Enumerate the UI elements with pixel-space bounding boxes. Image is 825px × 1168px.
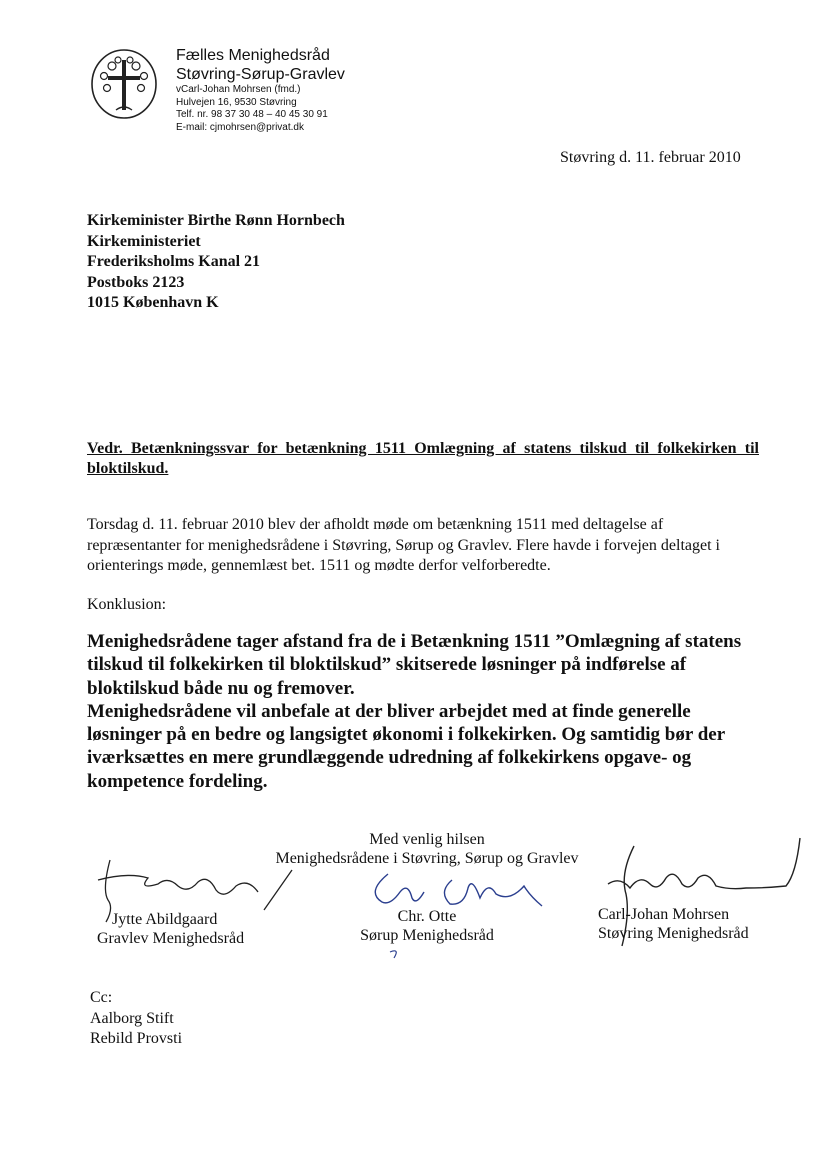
- conclusion-text: [87, 630, 759, 793]
- recipient-line: Kirkeminister Birthe Rønn Hornbech: [87, 212, 345, 229]
- conclusion-label: Konklusion:: [87, 596, 167, 613]
- conclusion-paragraph: Menighedsrådene vil anbefale at der bliver arbejdet med at finde generelle løsninger på en bedre og langsigtet økonomi i folkekirken. Og samtidig bør der iværksættes en mere grundlæggende udredning af folkekirkens opgave- og kompetence fordeling.: [87, 700, 725, 792]
- contact-chair: vCarl-Johan Mohrsen (fmd.): [176, 84, 301, 95]
- intro-paragraph: Torsdag d. 11. februar 2010 blev der afholdt møde om betænkning 1511 med deltagelse af repræsentanter for menighedsrådene i Støvring, Sørup og Gravlev. Flere havde i forvejen deltaget i orienterings møde, gennemlæst bet. 1511 og mødte derfor velforberedte.: [87, 516, 720, 574]
- recipient-line: Postboks 2123: [87, 273, 185, 291]
- letter-date: Støvring d. 11. februar 2010: [560, 149, 741, 166]
- signatory-council: Støvring Menighedsråd: [598, 925, 749, 942]
- cc-label: Cc:: [90, 989, 113, 1006]
- recipient-line: Frederiksholms Kanal 21: [87, 253, 261, 270]
- signatory-name: Carl-Johan Mohrsen: [598, 906, 730, 923]
- recipient-line: 1015 København K: [87, 294, 219, 311]
- council-logo: [90, 48, 158, 120]
- signatory-stovring: [598, 905, 749, 943]
- signatory-gravlev: [97, 910, 244, 948]
- recipient-address: [87, 211, 345, 314]
- closing-councils: Menighedsrådene i Støvring, Sørup og Gravlev: [275, 850, 579, 867]
- contact-address: Hulvejen 16, 9530 Støvring: [176, 96, 297, 108]
- signatory-name: Jytte Abildgaard: [112, 911, 218, 928]
- org-parishes: Støvring-Sørup-Gravlev: [176, 66, 345, 83]
- cc-block: [90, 988, 182, 1050]
- signatory-name: Chr. Otte: [397, 908, 457, 925]
- cc-recipient: Rebild Provsti: [90, 1030, 183, 1047]
- conclusion-paragraph: Menighedsrådene tager afstand fra de i Betænkning 1511 ”Omlægning af statens tilskud til folkekirken til bloktilskud” skitserede løsninger på indførelse af bloktilskud både nu og fremover.: [87, 631, 742, 699]
- subject-line: Vedr. Betænkningssvar for betænkning 1511 Omlægning af statens tilskud til folkekirken til bloktilskud.: [87, 440, 759, 477]
- cc-recipient: Aalborg Stift: [90, 1009, 174, 1027]
- signature-scribble-3: [590, 834, 805, 964]
- org-header: [176, 46, 345, 134]
- contact-email: E-mail: cjmohrsen@privat.dk: [176, 121, 304, 133]
- signatory-council: Gravlev Menighedsråd: [97, 930, 245, 947]
- org-name: Fælles Menighedsråd: [176, 47, 330, 64]
- recipient-line: Kirkeministeriet: [87, 232, 201, 250]
- signatory-sorup: [357, 907, 497, 945]
- contact-phone: Telf. nr. 98 37 30 48 – 40 45 30 91: [176, 109, 328, 120]
- signatory-council: Sørup Menighedsråd: [360, 927, 494, 944]
- closing-greeting: Med venlig hilsen: [369, 831, 485, 848]
